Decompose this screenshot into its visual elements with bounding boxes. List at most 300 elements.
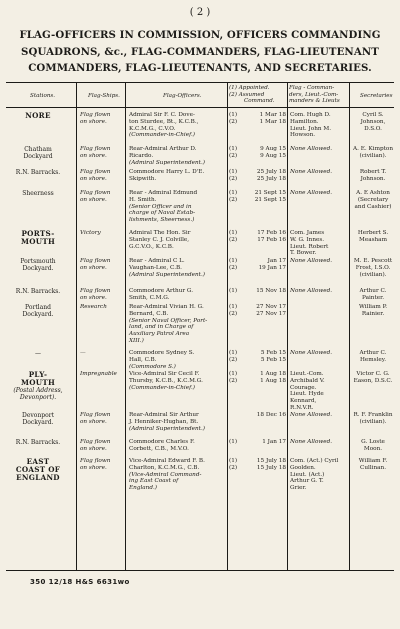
appointment-date: [241, 230, 286, 244]
station-cell-line: Dockyard.: [22, 311, 54, 318]
flag-commander-cell-line: None Allowed.: [290, 288, 333, 294]
assumed-marker: [229, 169, 241, 183]
flag-ship-cell: [80, 458, 124, 472]
appointment-date: [241, 371, 286, 385]
flag-officer-cell-line: H. Smith.: [129, 196, 157, 203]
flag-commander-cell: [290, 190, 348, 197]
secretary-cell-line: Herbert S.: [357, 230, 389, 236]
flag-commander-cell-line: Howson.: [290, 132, 316, 139]
station-cell-line: MOUTH: [20, 237, 56, 246]
table-top-rule: [6, 82, 394, 83]
flag-commander-cell-line: R.N.V.R.: [290, 404, 314, 411]
appointment-date-line: 1 Mar 18: [259, 118, 286, 125]
secretary-cell-line: Eason, D.S.C.: [353, 377, 393, 384]
flag-officer-cell: [129, 350, 226, 370]
flag-commander-cell-line: Goolden.: [290, 464, 316, 471]
flag-officer-cell-line: (Senior Officer and in: [129, 203, 192, 210]
secretary-cell: [351, 412, 395, 426]
flag-ship-cell-line: Flag flown: [80, 146, 111, 152]
flag-officer-cell-line: Ricardo.: [129, 152, 154, 159]
flag-officer-cell-line: G.C.V.O., K.C.B.: [129, 243, 174, 250]
assumed-marker: [229, 350, 241, 364]
assumed-marker: [229, 288, 241, 295]
secretary-cell: [351, 190, 395, 210]
appointment-date: [241, 412, 286, 419]
flag-ship-cell-line: on shore.: [80, 445, 107, 452]
flag-ship-cell: [80, 190, 124, 204]
station-cell-line: ENGLAND: [16, 473, 60, 482]
flag-officer-cell-line: J. Henniker-Hughan, Bt.: [129, 418, 199, 425]
assumed-marker: [229, 458, 241, 472]
secretary-cell: [351, 350, 395, 364]
secretary-cell-line: Cullinan.: [360, 464, 386, 471]
assumed-marker-line: (2): [229, 118, 238, 125]
station-cell-line: Sheerness: [22, 190, 54, 197]
secretary-cell-line: G. Loste: [361, 439, 385, 445]
secretary-cell: [351, 146, 395, 160]
header-stations: Stations.: [30, 93, 56, 99]
assumed-marker-line: (2): [229, 236, 238, 243]
flag-ship-cell-line: on shore.: [80, 264, 107, 271]
flag-officer-cell: [129, 288, 226, 302]
flag-ship-cell-line: Flag flown: [80, 412, 111, 418]
flag-ship-cell: [80, 439, 124, 453]
printer-imprint: 350 12/18 H&S 6631wo: [30, 578, 130, 586]
flag-officer-cell-line: K.C.M.G., C.V.O.: [129, 125, 176, 132]
secretary-cell-line: (civilian).: [359, 152, 387, 159]
secretary-cell-line: Moon.: [363, 445, 383, 452]
assumed-marker-line: (1): [229, 439, 238, 445]
flag-officer-cell-line: Commodore Arthur G.: [129, 288, 194, 294]
header-flag-ships: Flag-Ships.: [88, 93, 120, 99]
assumed-marker: [229, 304, 241, 318]
header-flag-commanders: [289, 85, 349, 105]
table-bottom-rule: [6, 570, 394, 571]
flag-officer-cell: [129, 412, 226, 432]
assumed-marker-line: (1): [229, 112, 238, 118]
secretary-cell: [351, 304, 395, 318]
flag-officer-cell-line: Thursby, K.C.B., K.C.M.G.: [129, 377, 203, 384]
header-appointed: [229, 85, 289, 105]
flag-commander-cell: [290, 350, 348, 357]
flag-commander-cell: [290, 169, 348, 176]
secretary-cell: [351, 169, 395, 183]
secretary-cell: [351, 258, 395, 278]
appointment-date-line: 9 Aug 15: [260, 152, 286, 159]
page-title: [6, 27, 394, 77]
station-cell: [7, 230, 69, 246]
table-header-rule: [6, 107, 394, 108]
flag-officer-cell-line: (Commander-in-Chief.): [129, 384, 196, 391]
column-rule: [287, 82, 288, 570]
secretary-cell-line: William P.: [358, 304, 388, 310]
secretary-cell-line: Arthur C.: [359, 350, 387, 356]
flag-officer-cell: [129, 439, 226, 453]
flag-ship-cell-line: on shore.: [80, 196, 107, 203]
station-cell-line: EAST: [26, 457, 50, 466]
flag-commander-cell-line: Com. James: [290, 230, 325, 236]
assumed-marker-line: (1): [229, 458, 238, 464]
secretary-cell-line: Cyril S.: [362, 112, 384, 118]
flag-officer-cell: [129, 371, 226, 391]
flag-commander-cell: [290, 412, 348, 419]
station-cell-line: Portland: [25, 304, 51, 311]
column-rule: [125, 82, 126, 570]
flag-officer-cell-line: ing East Coast of: [129, 478, 179, 485]
assumed-marker-line: (2): [229, 175, 238, 182]
flag-ship-cell: [80, 112, 124, 126]
flag-officer-cell-line: Hall, C.B.: [129, 356, 157, 363]
flag-officer-cell: [129, 190, 226, 224]
appointment-date-line: 9 Aug 15: [260, 146, 286, 152]
secretary-cell-line: Painter.: [362, 294, 384, 301]
flag-ship-cell-line: on shore.: [80, 294, 107, 301]
flag-commander-cell-line: None Allowed.: [290, 169, 333, 175]
flag-officer-cell-line: Skipwith.: [129, 175, 157, 182]
flag-officer-cell-line: XIII.): [129, 337, 144, 344]
secretary-cell-line: A. E Ashton: [356, 190, 390, 196]
station-cell-line: —: [35, 350, 41, 357]
station-cell: [7, 371, 69, 401]
secretary-cell-line: A. E. Kimpton: [353, 146, 393, 152]
secretary-cell-line: (Secretary: [357, 196, 389, 203]
flag-ship-cell: [80, 350, 124, 357]
flag-officer-cell-line: (Vice-Admiral Command-: [129, 471, 202, 478]
flag-commander-cell: [290, 458, 348, 492]
station-cell: [7, 439, 69, 446]
flag-officer-cell-line: Rear - Admiral Edmund: [129, 190, 198, 196]
appointment-date-line: 1 Aug 18: [260, 377, 286, 384]
flag-commander-cell-line: None Allowed.: [290, 258, 333, 264]
flag-officer-cell-line: (Admiral Superintendent.): [129, 271, 205, 278]
secretary-cell: [351, 371, 395, 385]
assumed-marker-line: (2): [229, 464, 238, 471]
appointment-date-line: 15 July 18: [256, 458, 286, 464]
page-number: ( 2 ): [189, 7, 211, 18]
flag-ship-cell-line: Impregnable: [80, 371, 117, 377]
secretary-cell-line: William F.: [358, 458, 388, 464]
station-cell: [7, 258, 69, 272]
flag-officer-cell: [129, 230, 226, 250]
flag-officer-cell-line: Commodore Sydney S.: [129, 350, 195, 356]
column-rule: [349, 82, 350, 570]
station-cell-line: Dockyard.: [22, 419, 54, 426]
flag-ship-cell: [80, 169, 124, 183]
appointment-date: [241, 169, 286, 183]
flag-ship-cell-line: Flag flown: [80, 288, 111, 294]
station-cell-line: R.N. Barracks.: [15, 169, 61, 176]
assumed-marker-line: (1): [229, 230, 238, 236]
flag-commander-cell: [290, 230, 348, 257]
assumed-marker-line: (2): [229, 356, 238, 363]
assumed-marker: [229, 190, 241, 204]
flag-officer-cell-line: Vice-Admiral Sir Cecil F.: [129, 371, 200, 377]
title-line: FLAG-OFFICERS IN COMMISSION, OFFICERS COMMANDING: [19, 29, 381, 41]
appointment-date: [241, 190, 286, 204]
flag-commander-cell-line: Kennard,: [290, 398, 317, 404]
secretary-cell: [351, 288, 395, 302]
secretary-cell-line: Robert T.: [359, 169, 387, 175]
flag-officer-cell-line: Commodore Charles F.: [129, 439, 195, 445]
header-flag-officers: Flag-Officers.: [163, 93, 202, 99]
station-cell-line: COAST OF: [15, 465, 61, 474]
flag-officer-cell-line: Auxiliary Patrol Area: [129, 331, 190, 337]
secretary-cell: [351, 439, 395, 453]
station-cell: [7, 458, 69, 482]
appointment-date-line: 21 Sept 15: [254, 196, 286, 203]
station-cell-line: R.N. Barracks.: [15, 439, 61, 446]
station-cell-line: PLY-: [28, 370, 48, 379]
flag-commander-cell-line: T. Bower.: [290, 250, 317, 257]
appointment-date-line: 27 Nov 17: [256, 310, 286, 317]
flag-officer-cell: [129, 146, 226, 166]
flag-ship-cell-line: on shore.: [80, 175, 107, 182]
header-appointed-line: Command.: [244, 98, 275, 105]
flag-commander-cell: [290, 439, 348, 446]
header-secretaries: Secretaries: [360, 93, 393, 99]
flag-commander-cell-line: Lieut. Robert: [290, 243, 329, 250]
flag-commander-cell-line: Lieut. John M.: [290, 125, 331, 132]
appointment-date-line: 5 Feb 15: [260, 350, 286, 356]
flag-commander-cell: [290, 146, 348, 153]
flag-ship-cell-line: Flag flown: [80, 439, 111, 445]
flag-commander-cell: [290, 288, 348, 295]
secretary-cell-line: Johnson,: [360, 118, 386, 125]
appointment-date-line: 19 Jan 17: [258, 264, 286, 271]
flag-ship-cell: [80, 288, 124, 302]
station-cell: [7, 112, 69, 120]
flag-ship-cell-line: Research: [80, 304, 107, 310]
assumed-marker-line: (1): [229, 350, 238, 356]
assumed-marker: [229, 371, 241, 385]
station-cell-line: Dockyard.: [22, 265, 54, 272]
flag-ship-cell-line: —: [80, 350, 86, 356]
assumed-marker-line: (1): [229, 169, 238, 175]
station-cell: [7, 304, 69, 318]
flag-officer-cell-line: Rear - Admiral C L.: [129, 258, 185, 264]
column-rule: [76, 82, 77, 570]
station-cell: [7, 288, 69, 295]
secretary-cell-line: Rainier.: [361, 310, 385, 317]
appointment-date: [241, 112, 286, 126]
flag-officer-cell-line: land, and in Charge of: [129, 324, 194, 331]
flag-officer-cell-line: Vice-Admiral Edward F. B.: [129, 458, 205, 464]
assumed-marker: [229, 230, 241, 244]
secretary-cell: [351, 230, 395, 244]
assumed-marker-line: (2): [229, 152, 238, 159]
appointment-date: [241, 350, 286, 364]
station-cell-line: R.N. Barracks.: [15, 288, 61, 295]
flag-ship-cell: [80, 371, 124, 378]
header-appointed-line: (2) Assumed: [229, 91, 265, 98]
flag-officer-cell: [129, 304, 226, 345]
secretary-cell-line: Victor C. G.: [356, 371, 390, 377]
flag-ship-cell-line: Flag flown: [80, 112, 111, 118]
flag-officer-cell-line: Rear-Admiral Vivian H. G.: [129, 304, 204, 310]
station-cell-line: Devonport).: [19, 394, 57, 401]
appointment-date-line: 1 Mar 18: [259, 112, 286, 118]
flag-ship-cell: [80, 258, 124, 272]
flag-commander-cell: [290, 112, 348, 139]
station-cell-line: NORE: [25, 111, 51, 120]
appointment-date: [241, 258, 286, 272]
secretary-cell-line: (civilian).: [359, 418, 387, 425]
secretary-cell-line: M. E. Pescott: [353, 258, 393, 264]
assumed-marker-line: (1): [229, 371, 238, 377]
assumed-marker-line: (2): [229, 310, 238, 317]
appointment-date-line: Jan 17: [267, 258, 286, 264]
appointment-date-line: 21 Sept 15: [254, 190, 286, 196]
assumed-marker: [229, 112, 241, 126]
appointment-date: [241, 439, 286, 446]
secretary-cell-line: Arthur C.: [359, 288, 387, 294]
flag-commander-cell-line: Hamilton.: [290, 118, 319, 125]
flag-ship-cell-line: on shore.: [80, 418, 107, 425]
station-cell-line: MOUTH: [20, 378, 56, 387]
flag-ship-cell-line: on shore.: [80, 152, 107, 159]
flag-officer-cell-line: Bernard, C.B.: [129, 310, 169, 317]
assumed-marker-line: (2): [229, 264, 238, 271]
assumed-marker-line: (1): [229, 146, 238, 152]
flag-officer-cell-line: Rear-Admiral Sir Arthur: [129, 412, 199, 418]
station-cell-line: Dockyard: [23, 153, 53, 160]
flag-officer-cell-line: Admiral Sir F. C. Dove-: [129, 112, 195, 118]
header-flagcmd-line: ders, Lieut.-Com-: [289, 91, 339, 98]
flag-commander-cell-line: None Allowed.: [290, 439, 333, 445]
flag-officer-cell-line: (Commander-in-Chief.): [129, 132, 196, 139]
flag-officer-cell-line: (Admiral Superintendent.): [129, 159, 205, 166]
flag-officer-cell: [129, 169, 226, 183]
secretary-cell-line: (civilian).: [359, 271, 387, 278]
flag-ship-cell-line: Flag flown: [80, 169, 111, 175]
secretary-cell-line: Hemsley.: [359, 356, 387, 363]
flag-officer-cell-line: charge of Naval Estab-: [129, 210, 196, 217]
flag-officer-cell-line: ton Sturdee, Bt., K.C.B.,: [129, 118, 199, 125]
appointment-date: [241, 288, 286, 295]
flag-ship-cell-line: on shore.: [80, 464, 107, 471]
header-flagcmd-line: Flag - Comman-: [289, 85, 335, 91]
flag-commander-cell-line: Com. Hugh D.: [290, 112, 331, 118]
flag-ship-cell-line: Victory: [80, 230, 101, 236]
appointment-date-line: 15 July 18: [256, 464, 286, 471]
header-appointed-line: (1) Appointed.: [229, 85, 270, 91]
flag-officer-cell-line: (Commodore S.): [129, 363, 176, 370]
secretary-cell-line: R. F. Franklin: [353, 412, 393, 418]
title-line: COMMANDERS, FLAG-LIEUTENANTS, AND SECRETARIES.: [28, 62, 372, 74]
station-cell-line: (Postal Address,: [13, 387, 63, 394]
assumed-marker: [229, 146, 241, 160]
flag-officer-cell: [129, 112, 226, 139]
appointment-date-line: 25 July 18: [256, 169, 286, 175]
flag-commander-cell-line: Com. (Act.) Cyril: [290, 458, 339, 464]
station-cell: [7, 190, 69, 197]
flag-ship-cell-line: on shore.: [80, 118, 107, 125]
station-cell: [7, 146, 69, 160]
flag-ship-cell-line: Flag flown: [80, 190, 111, 196]
assumed-marker-line: (1): [229, 258, 238, 264]
flag-officer-cell-line: (Admiral Superintendent.): [129, 425, 205, 432]
flag-officer-cell-line: Rear-Admiral Arthur D.: [129, 146, 197, 152]
title-line: SQUADRONS, &c., FLAG-COMMANDERS, FLAG-LIEUTENANT: [21, 45, 379, 58]
appointment-date: [241, 146, 286, 160]
flag-commander-cell-line: Lieut.-Com.: [290, 371, 324, 377]
appointment-date-line: 25 July 18: [256, 175, 286, 182]
secretary-cell-line: Measham: [359, 236, 387, 243]
flag-officer-cell-line: lishments, Sheerness.): [129, 217, 195, 223]
flag-commander-cell-line: Courage.: [290, 384, 317, 391]
assumed-marker-line: (1): [229, 190, 238, 196]
flag-commander-cell-line: None Allowed.: [290, 190, 333, 196]
flag-commander-cell-line: Arthur G. T.: [290, 478, 324, 485]
flag-commander-cell: [290, 371, 348, 412]
station-cell-line: PORTS-: [21, 229, 55, 238]
flag-commander-cell-line: Lieut. (Act.): [290, 471, 325, 478]
flag-commander-cell: [290, 258, 348, 265]
flag-officer-cell-line: Stanley C. J. Colville,: [129, 236, 190, 243]
flag-ship-cell: [80, 146, 124, 160]
secretary-cell-line: D.S.O.: [364, 125, 382, 132]
appointment-date-line: 5 Feb 15: [260, 356, 286, 363]
header-flagcmd-line: manders & Lieuts: [289, 98, 340, 105]
assumed-marker-line: (2): [229, 377, 238, 384]
flag-officer-cell-line: (Senior Naval Officer, Port-: [129, 317, 208, 324]
column-rule: [227, 82, 228, 570]
flag-officer-cell: [129, 458, 226, 492]
flag-officer-cell-line: England.): [129, 485, 157, 491]
flag-ship-cell-line: Flag flown: [80, 258, 111, 264]
flag-commander-cell-line: Archibald V.: [290, 377, 325, 384]
flag-officer-cell-line: Vaughan-Lee, C.B.: [129, 264, 182, 271]
appointment-date-line: 1 Jan 17: [262, 439, 286, 445]
secretary-cell-line: Johnson.: [360, 175, 386, 182]
secretary-cell-line: and Cashier): [354, 203, 392, 210]
appointment-date-line: 18 Dec 16: [256, 412, 286, 418]
flag-officer-cell-line: Corbett, C.B., M.V.O.: [129, 445, 189, 452]
appointment-date-line: 17 Feb 16: [257, 230, 286, 236]
flag-ship-cell: [80, 230, 124, 237]
assumed-marker: [229, 258, 241, 272]
flag-commander-cell-line: None Allowed.: [290, 350, 333, 356]
flag-commander-cell-line: Grier.: [290, 485, 307, 491]
flag-ship-cell: [80, 412, 124, 426]
assumed-marker-line: (1): [229, 288, 238, 294]
station-cell: [7, 350, 69, 357]
station-cell-line: Portsmouth: [20, 258, 56, 265]
appointment-date-line: 17 Feb 16: [257, 236, 286, 243]
station-cell-line: Chatham: [24, 146, 52, 153]
flag-officer-cell-line: Smith, C.M.G.: [129, 294, 170, 301]
station-cell: [7, 412, 69, 426]
flag-ship-cell-line: Flag flown: [80, 458, 111, 464]
appointment-date: [241, 458, 286, 472]
flag-ship-cell: [80, 304, 124, 311]
secretary-cell-line: Frost, I.S.O.: [355, 264, 391, 271]
secretary-cell: [351, 112, 395, 132]
flag-commander-cell-line: Lieut. Hyde: [290, 391, 324, 398]
station-cell-line: Devonport: [22, 412, 54, 419]
flag-officer-cell: [129, 258, 226, 278]
station-cell: [7, 169, 69, 176]
assumed-marker-line: (2): [229, 196, 238, 203]
appointment-date-line: 1 Aug 18: [260, 371, 286, 377]
appointment-date-line: 15 Nov 18: [256, 288, 286, 294]
flag-officer-cell-line: Charlton, K.C.M.G., C.B.: [129, 464, 200, 471]
flag-commander-cell-line: None Allowed.: [290, 146, 333, 152]
flag-officer-cell-line: Commodore Harry L. D'E.: [129, 169, 205, 175]
appointment-date: [241, 304, 286, 318]
flag-commander-cell-line: None Allowed.: [290, 412, 333, 418]
flag-commander-cell-line: W. G. Innes.: [290, 236, 325, 243]
